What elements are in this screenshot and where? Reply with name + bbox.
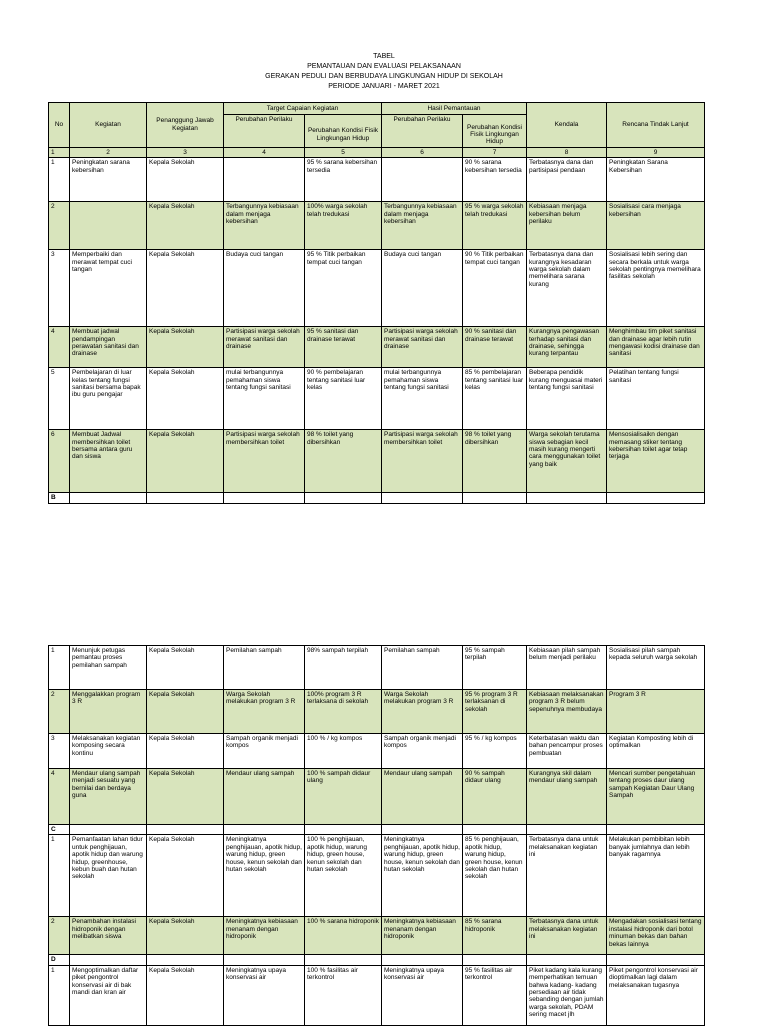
row-pj: Kepala Sekolah <box>147 965 224 1025</box>
row-hasil-perilaku: Sampah organik menjadi kompos <box>382 734 463 769</box>
row-target-perilaku: Warga Sekolah melakukan program 3 R <box>224 690 305 734</box>
row-rencana: Mencari sumber pengetahuan tentang proses daur ulang sampah Kegiatan Daur Ulang Sampah <box>607 769 705 825</box>
row-target-kondisi: 100 % / kg kompos <box>305 734 382 769</box>
header-target-kondisi: Perubahan Kondisi Fisik Lingkungan Hidup <box>305 123 382 148</box>
row-rencana: Sosialisasi pilah sampah kepada seluruh warga sekolah <box>607 646 705 690</box>
document-title-block <box>0 52 768 92</box>
header-target-kondisi-spacer <box>305 115 382 123</box>
row-target-kondisi: 98 % toilet yang dibersihkan <box>305 430 382 493</box>
row-kegiatan <box>70 202 147 250</box>
row-kendala: Terbatasnya dana dan partisipasi pendaan <box>527 158 607 202</box>
table-row <box>49 917 705 955</box>
row-kegiatan: Mengoptimalkan daftar piket pengontrol konservasi air di bak mandi dan kran air <box>70 965 147 1025</box>
row-target-kondisi: 95 % Titik perbaikan tempat cuci tangan <box>305 250 382 327</box>
row-target-kondisi: 100 % fasilitas air terkontrol <box>305 965 382 1025</box>
row-kendala: Piket kadang kala kurang memperhatikan temuan bahwa kadang- kadang persediaan air tidak sebanding dengan jumlah warga sekolah, PDAM sering macet jlh <box>527 965 607 1025</box>
row-pj: Kepala Sekolah <box>147 646 224 690</box>
monitoring-table-part-1 <box>48 102 705 504</box>
section-label: B <box>49 493 70 503</box>
row-hasil-perilaku: Meningkatnya penghijauan, apotik hidup, warung hidup, green house, kenun sekolah dan hutan sekolah <box>382 835 463 917</box>
header-kegiatan: Kegiatan <box>70 103 147 148</box>
row-rencana: Mensosialisaikn dengan memasang stiker tentang kebersihan toilet agar tetap terjaga <box>607 430 705 493</box>
row-pj: Kepala Sekolah <box>147 327 224 368</box>
row-pj: Kepala Sekolah <box>147 734 224 769</box>
row-pj: Kepala Sekolah <box>147 690 224 734</box>
row-hasil-kondisi: 98 % toilet yang dibersihkan <box>463 430 527 493</box>
table-row <box>49 835 705 917</box>
table-row <box>49 250 705 327</box>
section-row <box>49 955 705 965</box>
index-cell: 2 <box>70 147 147 157</box>
row-pj: Kepala Sekolah <box>147 202 224 250</box>
row-hasil-kondisi: 95 % / kg kompos <box>463 734 527 769</box>
table-row <box>49 202 705 250</box>
row-pj: Kepala Sekolah <box>147 769 224 825</box>
index-cell: 9 <box>607 147 705 157</box>
row-kegiatan: Memperbaiki dan merawat tempat cuci tangan <box>70 250 147 327</box>
row-hasil-perilaku: Budaya cuci tangan <box>382 250 463 327</box>
row-no: 2 <box>49 917 70 955</box>
row-kendala: Beberapa pendidik kurang menguasai materi tentang fungsi sanitasi <box>527 368 607 430</box>
table-row <box>49 690 705 734</box>
row-pj: Kepala Sekolah <box>147 430 224 493</box>
row-rencana: Menghimbau tim piket sanitasi dan drainase agar lebih rutin mengawasi kodisi drainase dan sanitasi <box>607 327 705 368</box>
row-target-perilaku: Partisipasi warga sekolah merawat sanitasi dan drainase <box>224 327 305 368</box>
row-target-perilaku: Budaya cuci tangan <box>224 250 305 327</box>
row-target-kondisi: 95 % sanitasi dan drainase terawat <box>305 327 382 368</box>
row-rencana: Melakukan pembibitan lebih banyak jumlahnya dan lebih banyak ragamnya <box>607 835 705 917</box>
row-hasil-kondisi: 95 % fasilitas air terkontrol <box>463 965 527 1025</box>
monitoring-table-part-2 <box>48 645 705 1026</box>
row-hasil-kondisi: 90 % sampah didaur ulang <box>463 769 527 825</box>
row-pj: Kepala Sekolah <box>147 158 224 202</box>
row-no: 1 <box>49 646 70 690</box>
table-row <box>49 430 705 493</box>
row-target-perilaku: Pemilahan sampah <box>224 646 305 690</box>
row-no: 2 <box>49 202 70 250</box>
header-target-perilaku: Perubahan Perilaku <box>224 115 305 148</box>
row-no: 4 <box>49 327 70 368</box>
header-target: Target Capaian Kegiatan <box>224 103 382 115</box>
index-cell: 1 <box>49 147 70 157</box>
table-row <box>49 327 705 368</box>
row-kendala: Terbatasnya dana untuk melaksanakan kegiatan ini <box>527 835 607 917</box>
row-kegiatan: Menunjuk petugas pemantau proses pemilahan sampah <box>70 646 147 690</box>
row-kendala: Terbatasnya dana dan kurangnya kesadaran warga sekolah dalam memelihara sarana kurang <box>527 250 607 327</box>
row-target-perilaku: Terbangunnya kebiasaan dalam menjaga kebersihan <box>224 202 305 250</box>
row-target-kondisi: 100 % sarana hidroponik <box>305 917 382 955</box>
row-pj: Kepala Sekolah <box>147 250 224 327</box>
index-cell: 5 <box>305 147 382 157</box>
row-kegiatan: Membuat jadwal pendampingan perawatan sanitasi dan drainase <box>70 327 147 368</box>
row-kendala: Terbatasnya dana untuk melaksanakan kegiatan ini <box>527 917 607 955</box>
header-hasil: Hasil Pemantauan <box>382 103 527 115</box>
row-rencana: Pelatihan tentang fungsi sanitasi <box>607 368 705 430</box>
row-target-kondisi: 98% sampah terpilah <box>305 646 382 690</box>
row-pj: Kepala Sekolah <box>147 835 224 917</box>
row-hasil-kondisi: 90 % sanitasi dan drainase terawat <box>463 327 527 368</box>
row-target-perilaku <box>224 158 305 202</box>
row-hasil-kondisi: 95 % program 3 R terlaksanan di sekolah <box>463 690 527 734</box>
row-hasil-perilaku <box>382 158 463 202</box>
row-rencana: Piket pengontrol konservasi air dioptimalkan lagi dalam melaksanakan tugasnya <box>607 965 705 1025</box>
title-line-4: PERIODE JANUARI - MARET 2021 <box>328 83 440 90</box>
row-kegiatan: Melaksanakan kegiatan komposing secara kontinu <box>70 734 147 769</box>
row-pj: Kepala Sekolah <box>147 917 224 955</box>
column-index-row <box>49 147 705 157</box>
row-hasil-kondisi: 85 % pembelajaran tentang sanitasi luar kelas <box>463 368 527 430</box>
index-cell: 4 <box>224 147 305 157</box>
header-hasil-kondisi-spacer <box>463 115 527 123</box>
row-target-perilaku: mulai terbangunnya pemahaman siswa tentang fungsi sanitasi <box>224 368 305 430</box>
row-kegiatan: Menggalakkan program 3 R <box>70 690 147 734</box>
title-line-1: TABEL <box>373 53 395 60</box>
row-target-kondisi: 100% warga sekolah telah tredukasi <box>305 202 382 250</box>
row-hasil-perilaku: Pemilahan sampah <box>382 646 463 690</box>
row-target-perilaku: Mendaur ulang sampah <box>224 769 305 825</box>
row-no: 1 <box>49 835 70 917</box>
row-kendala: Warga sekolah terutama siswa sebagian kecil masih kurang mengerti cara menggunakan toilet yang baik <box>527 430 607 493</box>
row-hasil-perilaku: Partisipasi warga sekolah merawat sanitasi dan drainase <box>382 327 463 368</box>
row-target-kondisi: 100 % penghijauan, apotik hidup, warung hidup, green house, kenun sekolah dan hutan sekolah <box>305 835 382 917</box>
header-penanggung-jawab: Penanggung Jawab Kegiatan <box>147 103 224 148</box>
header-hasil-kondisi: Perubahan Kondisi Fisik Lingkungan Hidup <box>463 123 527 148</box>
row-target-perilaku: Partisipasi warga sekolah membersihkan toilet <box>224 430 305 493</box>
row-no: 6 <box>49 430 70 493</box>
row-hasil-kondisi: 95 % warga sekolah telah tredukasi <box>463 202 527 250</box>
header-kendala: Kendala <box>527 103 607 148</box>
row-target-perilaku: Meningkatnya upaya konservasi air <box>224 965 305 1025</box>
table-row <box>49 368 705 430</box>
row-kendala: Keterbatasan waktu dan bahan pencampur proses pembuatan <box>527 734 607 769</box>
row-target-perilaku: Meningkatnya penghijauan, apotik hidup, warung hidup, green house, kenun sekolah dan hutan sekolah <box>224 835 305 917</box>
row-target-kondisi: 90 % pembelajaran tentang sanitasi luar kelas <box>305 368 382 430</box>
row-rencana: Peningkatan Sarana Kebersihan <box>607 158 705 202</box>
table-row <box>49 769 705 825</box>
section-row <box>49 493 705 503</box>
index-cell: 7 <box>463 147 527 157</box>
row-rencana: Kegiatan Komposting lebih di optimalkan <box>607 734 705 769</box>
row-hasil-perilaku: Meningkatnya kebiasaan menanam dengan hidroponik <box>382 917 463 955</box>
row-rencana: Mengadakan sosialisasi tentang instalasi hidroponik dari botol minuman bekas dan bahan bekas lainnya <box>607 917 705 955</box>
row-target-kondisi: 100% program 3 R terlaksana di sekolah <box>305 690 382 734</box>
row-no: 5 <box>49 368 70 430</box>
row-kendala: Kurangnya skil dalam mendaur ulang sampah <box>527 769 607 825</box>
row-kendala: Kurangnya pengawasan terhadap sanitasi dan drainase, sehingga kurang terpantau <box>527 327 607 368</box>
row-target-kondisi: 100 % sampah didaur ulang <box>305 769 382 825</box>
table-row <box>49 734 705 769</box>
row-hasil-perilaku: Warga Sekolah melakukan program 3 R <box>382 690 463 734</box>
section-label: D <box>49 955 70 965</box>
row-hasil-perilaku: mulai terbangunnya pemahaman siswa tentang fungsi sanitasi <box>382 368 463 430</box>
index-cell: 6 <box>382 147 463 157</box>
row-no: 1 <box>49 965 70 1025</box>
title-line-2: PEMANTAUAN DAN EVALUASI PELAKSANAAN <box>307 63 461 70</box>
row-kegiatan: Pemanfaatan lahan tidur untuk penghijauan, apotik hidup dan warung hidup, greenhouse, kebun buah dan hutan sekolah <box>70 835 147 917</box>
row-kendala: Kebiasaan melaksanakan program 3 R belum sepenuhnya membudaya <box>527 690 607 734</box>
header-rencana: Rencana Tindak Lanjut <box>607 103 705 148</box>
row-no: 4 <box>49 769 70 825</box>
row-no: 2 <box>49 690 70 734</box>
index-cell: 3 <box>147 147 224 157</box>
row-kegiatan: Membuat Jadwal membersihkan toilet bersama antara guru dan siswa <box>70 430 147 493</box>
row-kegiatan: Mendaur ulang sampah menjadi sesuatu yang bernilai dan berdaya guna <box>70 769 147 825</box>
row-no: 3 <box>49 734 70 769</box>
index-cell: 8 <box>527 147 607 157</box>
row-hasil-kondisi: 90 % Titik perbaikan tempat cuci tangan <box>463 250 527 327</box>
table-row <box>49 158 705 202</box>
row-hasil-kondisi: 85 % sarana hidroponik <box>463 917 527 955</box>
row-hasil-kondisi: 95 % sampah terpilah <box>463 646 527 690</box>
section-label: C <box>49 825 70 835</box>
header-hasil-perilaku: Perubahan Perilaku <box>382 115 463 148</box>
row-kendala: Kebiasaan pilah sampah belum menjadi perilaku <box>527 646 607 690</box>
row-hasil-perilaku: Terbangunnya kebiasaan dalam menjaga kebersihan <box>382 202 463 250</box>
header-no: No <box>49 103 70 148</box>
row-rencana: Sosialisasi lebih sering dan secara berkala untuk warga sekolah pentingnya memelihara fasilitas sekolah <box>607 250 705 327</box>
row-target-kondisi: 95 % sarana kebersihan tersedia <box>305 158 382 202</box>
row-pj: Kepala Sekolah <box>147 368 224 430</box>
row-hasil-perilaku: Meningkatnya upaya konservasi air <box>382 965 463 1025</box>
table-row <box>49 646 705 690</box>
row-kendala: Kebiasaan menjaga kebersihan belum perilaku <box>527 202 607 250</box>
row-no: 3 <box>49 250 70 327</box>
row-kegiatan: Peningkatan sarana kebersihan <box>70 158 147 202</box>
row-target-perilaku: Sampah organik menjadi kompos <box>224 734 305 769</box>
row-kegiatan: Pembelajaran di luar kelas tentang fungsi sanitasi bersama bapak ibu guru pengajar <box>70 368 147 430</box>
row-kegiatan: Penambahan instalasi hidroponik dengan melibatkan siswa <box>70 917 147 955</box>
row-hasil-kondisi: 85 % penghijauan, apotik hidup, warung hidup, green house, kenun sekolah dan hutan sekolah <box>463 835 527 917</box>
row-hasil-perilaku: Mendaur ulang sampah <box>382 769 463 825</box>
row-rencana: Program 3 R <box>607 690 705 734</box>
section-row <box>49 825 705 835</box>
row-hasil-kondisi: 90 % sarana kebersihan tersedia <box>463 158 527 202</box>
row-no: 1 <box>49 158 70 202</box>
table-row <box>49 965 705 1025</box>
row-target-perilaku: Meningkatnya kebiasaan menanam dengan hidroponik <box>224 917 305 955</box>
row-hasil-perilaku: Partisipasi warga sekolah membersihkan toilet <box>382 430 463 493</box>
title-line-3: GERAKAN PEDULI DAN BERBUDAYA LINGKUNGAN HIDUP DI SEKOLAH <box>265 73 503 80</box>
row-rencana: Sosialisasi cara menjaga kebersihan <box>607 202 705 250</box>
